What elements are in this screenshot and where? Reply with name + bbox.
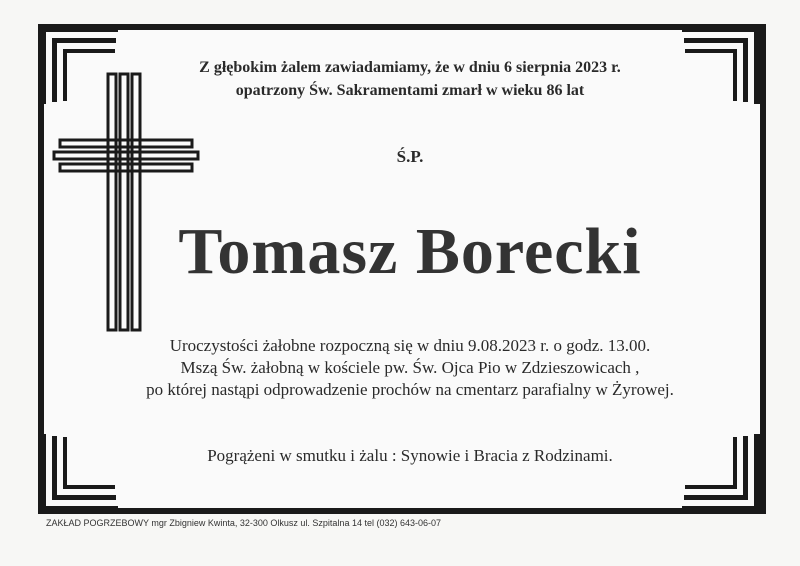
funeral-home-footer: ZAKŁAD POGRZEBOWY mgr Zbigniew Kwinta, 32-300 Olkusz ul. Szpitalna 14 tel (032) 643-06-07 — [46, 518, 442, 528]
corner-ornament-icon — [680, 432, 760, 512]
intro-line-1: Z głębokim żalem zawiadamiamy, że w dniu 6 sierpnia 2023 r. — [199, 59, 621, 76]
corner-ornament-icon — [40, 432, 120, 512]
details-line-2: Mszą Św. żałobną w kościele pw. Św. Ojca Pio w Zdzieszowicach , — [180, 358, 640, 377]
deceased-name: Tomasz Borecki — [178, 215, 642, 288]
deceased-prefix: Ś.P. — [396, 147, 424, 166]
details-line-3: po której nastąpi odprowadzenie prochów na cmentarz parafialny w Żyrowej. — [146, 380, 674, 399]
mourners-text: Pogrążeni w smutku i żalu : Synowie i Bracia z Rodzinami. — [207, 446, 613, 465]
cross-icon — [52, 72, 200, 334]
details-line-1: Uroczystości żałobne rozpoczną się w dniu 9.08.2023 r. o godz. 13.00. — [169, 336, 651, 355]
intro-line-2: opatrzony Św. Sakramentami zmarł w wieku 86 lat — [235, 82, 585, 99]
funeral-details — [10, 335, 800, 401]
intro-text — [10, 56, 800, 102]
